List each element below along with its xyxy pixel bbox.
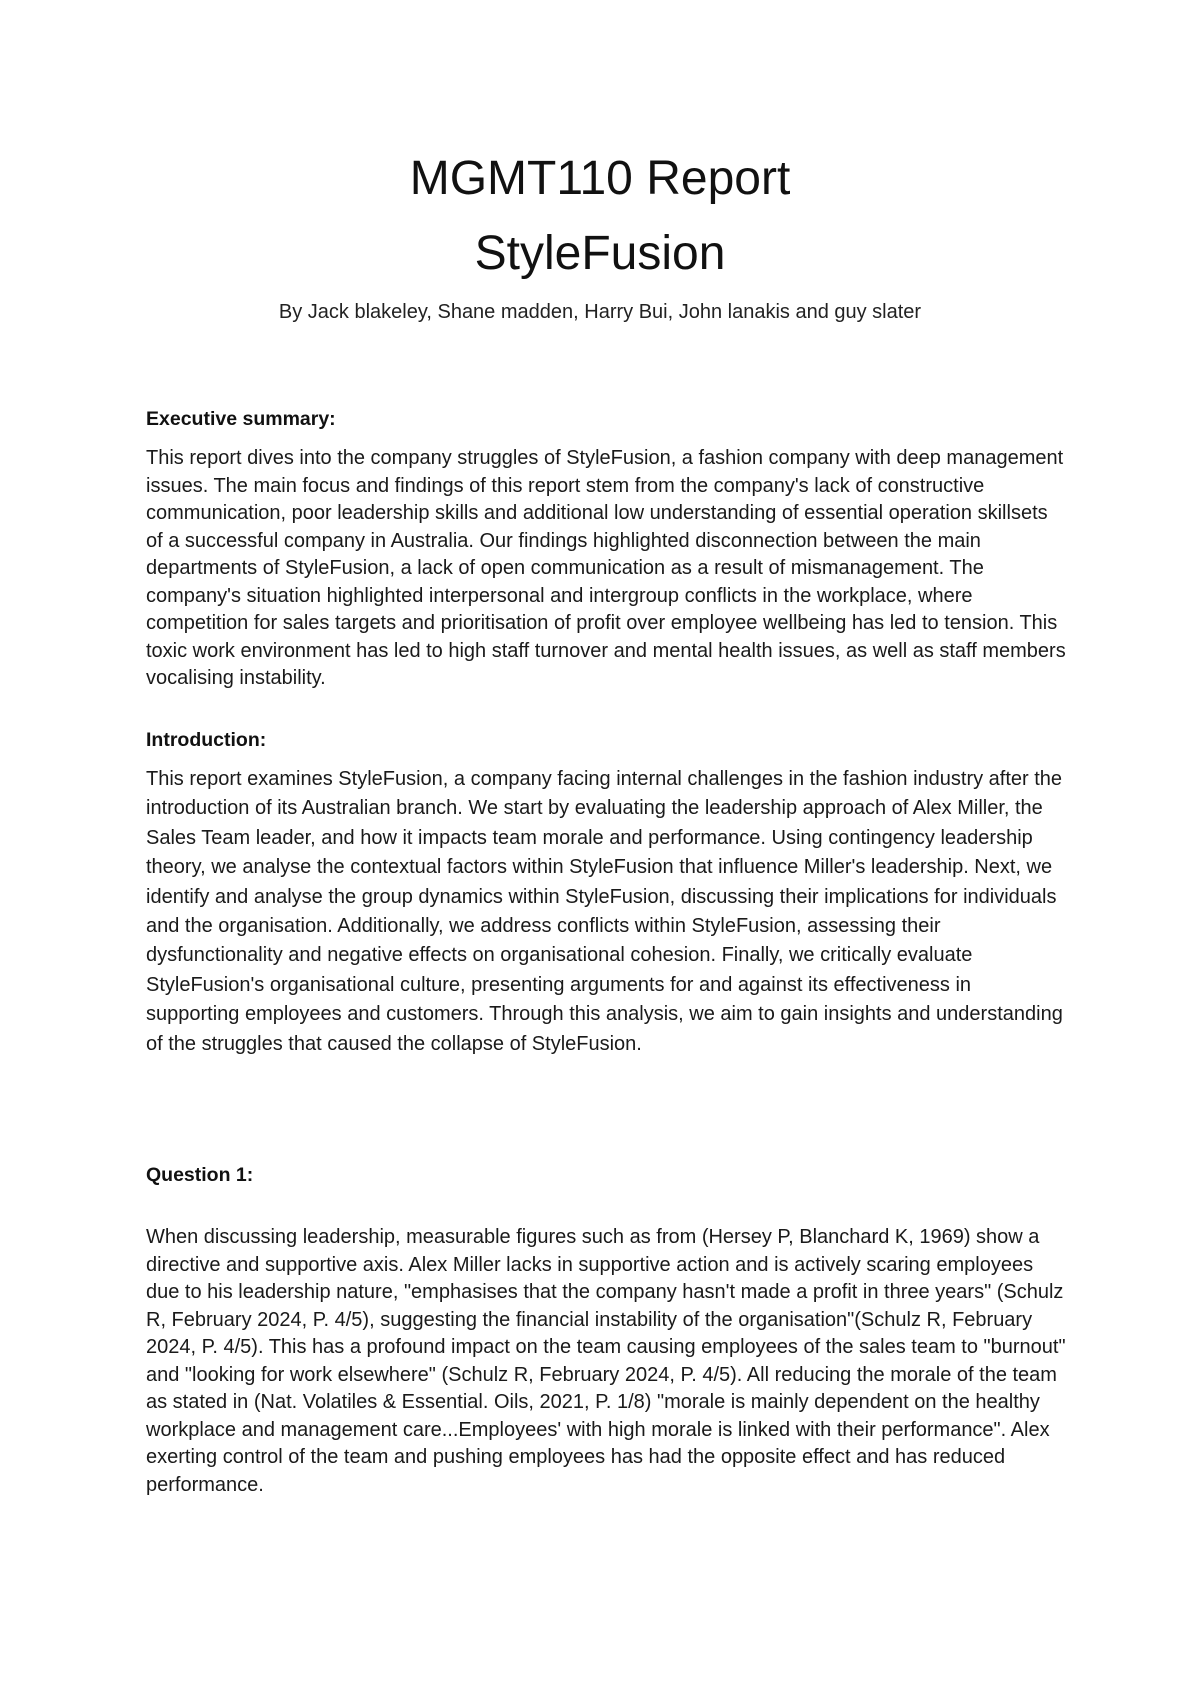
company-name-title: StyleFusion	[474, 227, 726, 280]
introduction-paragraph: This report examines StyleFusion, a company facing internal challenges in the fashion industry after the introduction of its Australian branch. We start by evaluating the leadership approach of Alex Miller, the Sales Team leader, and how it impacts team morale and performance. Using contingency leadership theory, we analyse the contextual factors within StyleFusion that influence Miller's leadership. Next, we identify and analyse the group dynamics within StyleFusion, discussing their implications for individuals and the organisation. Additionally, we address conflicts within StyleFusion, assessing their dysfunctionality and negative effects on organisational cohesion. Finally, we critically evaluate StyleFusion's organisational culture, presenting arguments for and against its effectiveness in supporting employees and customers. Through this analysis, we aim to gain insights and understanding of the struggles that caused the collapse of StyleFusion.	[146, 768, 1063, 1055]
question-1-paragraph: When discussing leadership, measurable figures such as from (Hersey P, Blanchard K, 1969) show a directive and supportive axis. Alex Miller lacks in supportive action and is actively scaring employees due to his leadership nature, "emphasises that the company hasn't made a profit in three years" (Schulz R, February 2024, P. 4/5), suggesting the financial instability of the organisation"(Schulz R, February 2024, P. 4/5). This has a profound impact on the team causing employees of the sales team to "burnout" and "looking for work elsewhere" (Schulz R, February 2024, P. 4/5). All reducing the morale of the team as stated in (Nat. Volatiles & Essential. Oils, 2021, P. 1/8) "morale is mainly dependent on the healthy workplace and management care...Employees' with high morale is linked with their performance". Alex exerting control of the team and pushing employees has had the opposite effect and has reduced performance.	[146, 1226, 1066, 1496]
introduction-heading: Introduction:	[146, 729, 267, 751]
report-title: MGMT110 Report	[409, 152, 791, 205]
executive-summary-paragraph: This report dives into the company struggles of StyleFusion, a fashion company with deep management issues. The main focus and findings of this report stem from the company's lack of constructive communication, poor leadership skills and additional low understanding of essential operation skillsets of a successful company in Australia. Our findings highlighted disconnection between the main departments of StyleFusion, a lack of open communication as a result of mismanagement. The company's situation highlighted interpersonal and intergroup conflicts in the workplace, where competition for sales targets and prioritisation of profit over employee wellbeing has led to tension. This toxic work environment has led to high staff turnover and mental health issues, as well as staff members vocalising instability.	[146, 447, 1066, 689]
authors-byline: By Jack blakeley, Shane madden, Harry Bui, John lanakis and guy slater	[278, 301, 922, 323]
executive-summary-heading: Executive summary:	[146, 408, 336, 430]
question-1-heading: Question 1:	[146, 1164, 254, 1186]
